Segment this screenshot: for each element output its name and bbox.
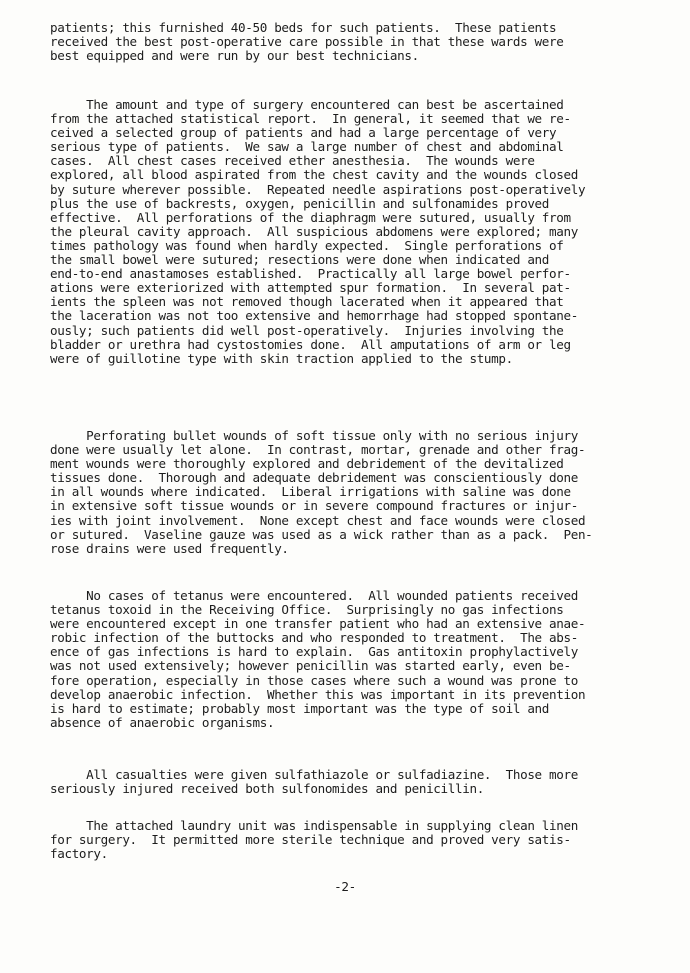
text-line: tissues done. Thorough and adequate debridement was conscientiously done [50,470,578,486]
paragraph-4 [50,589,680,730]
text-line: in all wounds where indicated. Liberal irrigations with saline was done [50,484,571,500]
text-line: ients the spleen was not removed though lacerated when it appeared that [50,294,564,310]
text-line: seriously injured received both sulfonomides and penicillin. [50,781,484,797]
text-line: develop anaerobic infection. Whether this was important in its prevention [50,686,586,702]
text-line: plus the use of backrests, oxygen, penicillin and sulfonamides proved [50,195,550,211]
text-line: received the best post-operative care possible in that these wards were [50,34,564,50]
text-line: times pathology was found when hardly expected. Single perforations of [50,237,564,253]
paragraph-5 [50,768,680,796]
text-line: ence of gas infections is hard to explain. Gas antitoxin prophylactively [50,644,578,660]
text-line: robic infection of the buttocks and who responded to treatment. The abs- [50,630,578,646]
text-line: by suture wherever possible. Repeated needle aspirations post-operatively [50,181,586,197]
text-line: factory. [50,846,108,862]
text-line: The amount and type of surgery encountered can best be ascertained [50,97,564,112]
text-line: ously; such patients did well post-operatively. Injuries involving the [50,322,564,338]
text-line: done were usually let alone. In contrast, mortar, grenade and other frag- [50,442,586,458]
text-line: rose drains were used frequently. [50,540,289,556]
text-line: bladder or urethra had cystostomies done. All amputations of arm or leg [50,336,571,352]
text-line: serious type of patients. We saw a large number of chest and abdominal [50,139,564,155]
text-line: The attached laundry unit was indispensable in supplying clean linen [50,818,578,833]
text-line: ceived a selected group of patients and had a large percentage of very [50,125,557,141]
text-line: explored, all blood aspirated from the chest cavity and the wounds closed [50,167,578,183]
text-line: No cases of tetanus were encountered. All wounded patients received [50,588,578,603]
text-line: is hard to estimate; probably most important was the type of soil and [50,700,550,716]
text-line: absence of anaerobic organisms. [50,714,275,730]
text-line: patients; this furnished 40-50 beds for such patients. These patients [50,20,557,35]
text-line: the laceration was not too extensive and hemorrhage had stopped spontane- [50,308,578,324]
text-line: ations were exteriorized with attempted spur formation. In several pat- [50,280,571,296]
text-line: or sutured. Vaseline gauze was used as a wick rather than as a pack. Pen- [50,526,593,542]
text-line: the small bowel were sutured; resections were done when indicated and [50,252,550,268]
text-line: tetanus toxoid in the Receiving Office. Surprisingly no gas infections [50,602,564,618]
text-line: Perforating bullet wounds of soft tissue only with no serious injury [50,428,578,443]
text-line: ies with joint involvement. None except chest and face wounds were closed [50,512,586,528]
page-number: -2- [334,879,356,894]
text-line: in extensive soft tissue wounds or in severe compound fractures or injur- [50,498,578,514]
text-line: best equipped and were run by our best technicians. [50,48,419,64]
text-line: the pleural cavity approach. All suspicious abdomens were explored; many [50,223,578,239]
paragraph-1 [50,21,680,63]
text-line: ment wounds were thoroughly explored and debridement of the devitalized [50,456,564,472]
text-line: All casualties were given sulfathiazole or sulfadiazine. Those more [50,767,578,782]
text-line: fore operation, especially in those cases where such a wound was prone to [50,672,578,688]
text-line: end-to-end anastamoses established. Practically all large bowel perfor- [50,266,571,282]
text-line: cases. All chest cases received ether anesthesia. The wounds were [50,153,535,169]
paragraph-3 [50,429,680,556]
paragraph-2 [50,98,680,366]
text-line: were encountered except in one transfer patient who had an extensive anae- [50,616,586,632]
text-line: was not used extensively; however penicillin was started early, even be- [50,658,571,674]
text-line: effective. All perforations of the diaphragm were sutured, usually from [50,209,571,225]
text-line: were of guillotine type with skin traction applied to the stump. [50,350,513,366]
paragraph-6 [50,819,680,861]
text-line: for surgery. It permitted more sterile technique and proved very satis- [50,832,571,848]
text-line: from the attached statistical report. In general, it seemed that we re- [50,111,571,127]
